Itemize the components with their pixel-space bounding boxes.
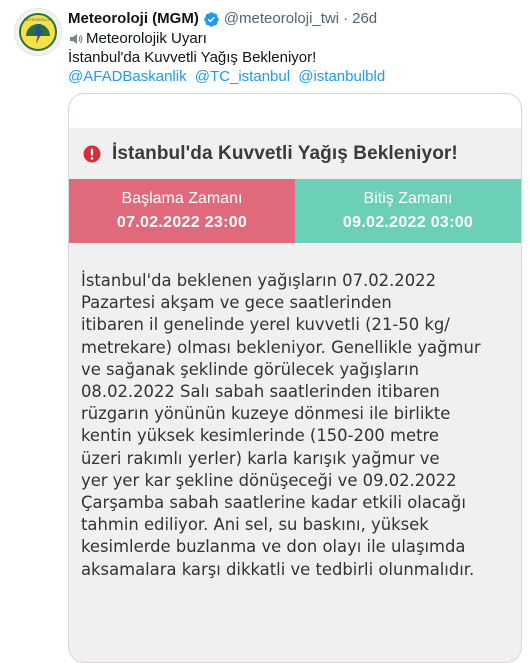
body-line: metrekare) olması bekleniyor. Genellikle yağmur [81, 337, 481, 357]
start-time-value: 07.02.2022 23:00 [116, 214, 248, 231]
mentions-line [68, 67, 389, 86]
mention-tc-istanbul[interactable]: @TC_istanbul [194, 68, 291, 85]
tweet-line-1-text: Meteorolojik Uyarı [86, 30, 207, 47]
body-line: itibaren il genelinde yerel kuvvetli (21-50 kg/ [81, 315, 450, 335]
tweet-line-2: İstanbul'da Kuvvetli Yağış Bekleniyor! [68, 49, 317, 66]
end-time-box [295, 179, 521, 243]
card-title-row [69, 128, 521, 179]
avatar-logo-text: METEOROLOJI [23, 17, 53, 22]
tweet-image[interactable] [68, 93, 522, 663]
body-line: 08.02.2022 Salı sabah saatlerinden itibaren [81, 382, 440, 402]
body-line: kentin yüksek kesimlerinde (150-200 metre [81, 426, 439, 446]
body-line: Pazartesi akşam ve gece saatlerinden [81, 293, 392, 313]
time-range [69, 179, 521, 243]
start-time-label: Başlama Zamanı [121, 190, 243, 207]
body-line: İstanbul'da beklenen yağışların 07.02.2022 [81, 271, 437, 290]
end-time-value: 09.02.2022 03:00 [342, 214, 474, 231]
handle[interactable]: @meteoroloji_twi [223, 10, 340, 27]
body-line: kesimlerde buzlanma ve don olayı ile ulaşımda [81, 537, 466, 557]
timestamp[interactable]: 26d [352, 10, 378, 27]
body-line: yer yer kar şekline dönüşeceği ve 09.02.2022 [81, 470, 457, 490]
body-line: rüzgarın yönünün kuzeye dönmesi ile birlikte [81, 404, 451, 424]
card-body-text [81, 270, 511, 581]
mention-afad[interactable]: @AFADBaskanlik [68, 68, 187, 85]
tweet-line-1 [68, 29, 207, 48]
tweet-header [68, 9, 377, 29]
avatar[interactable] [14, 8, 62, 56]
speaker-icon [68, 31, 84, 47]
body-line: Çarşamba sabah saatlerine kadar etkili olacağı [81, 493, 466, 513]
display-name[interactable]: Meteoroloji (MGM) [68, 10, 199, 27]
start-time-box [69, 179, 295, 243]
separator-dot: · [343, 10, 349, 27]
body-line: üzeri rakımlı yerler) karla karışık yağmur ve [81, 448, 440, 468]
body-line: aksamalara karşı dikkatli ve tedbirli olunmalıdır. [81, 559, 475, 579]
end-time-label: Bitiş Zamanı [363, 190, 453, 207]
body-line: ve sağanak şeklinde görülecek yağışların [81, 359, 419, 379]
verified-badge-icon [203, 11, 220, 28]
warning-card [69, 128, 521, 663]
exclamation-circle-icon [83, 145, 101, 163]
card-title: İstanbul'da Kuvvetli Yağış Bekleniyor! [112, 142, 458, 164]
body-line: tahmin ediliyor. Ani sel, su baskını, yüksek [81, 515, 429, 535]
mention-istanbulbld[interactable]: @istanbulbld [298, 68, 386, 85]
mgm-logo-icon [18, 12, 58, 52]
